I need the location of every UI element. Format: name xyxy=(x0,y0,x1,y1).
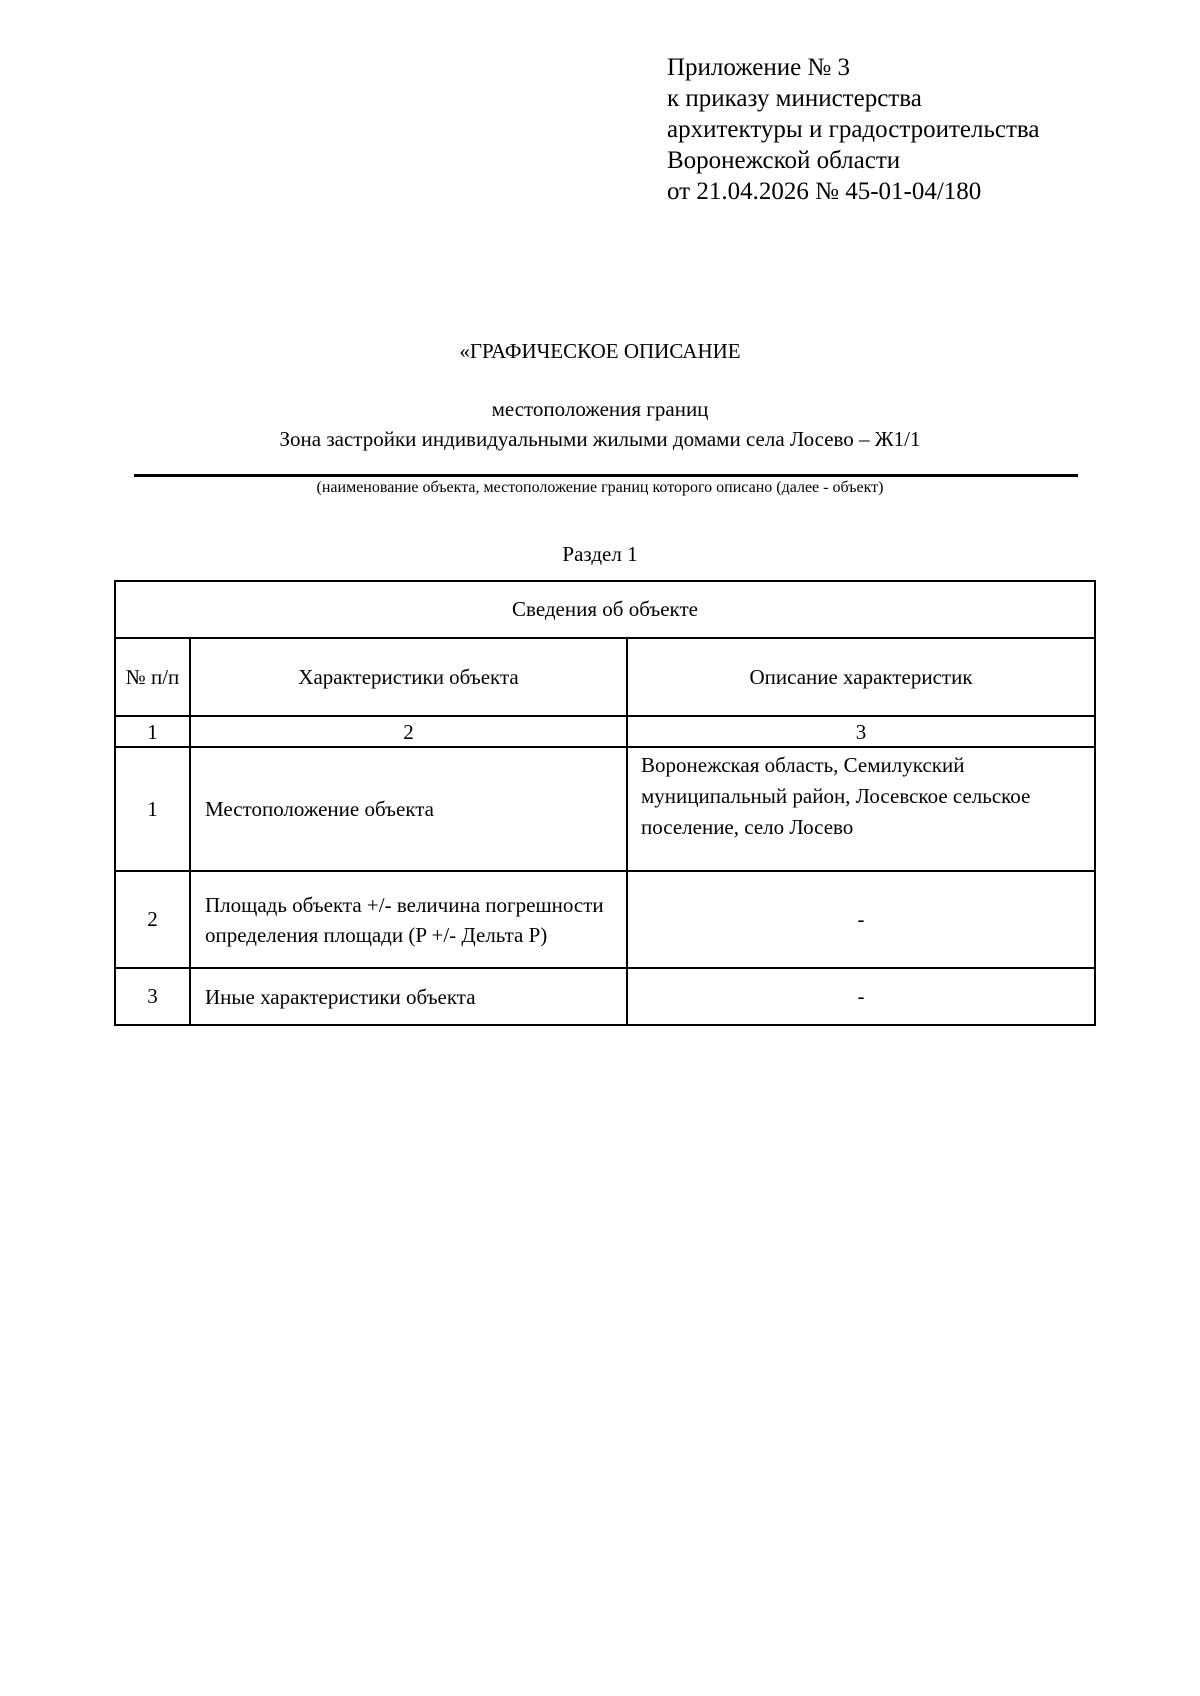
object-info-table xyxy=(114,580,1096,1026)
table-row xyxy=(115,747,1095,871)
appendix-line: Приложение № 3 xyxy=(667,54,851,81)
row-characteristic: Иные характеристики объекта xyxy=(190,968,627,1025)
appendix-header xyxy=(667,52,1167,207)
object-name: Зона застройки индивидуальными жилыми домами села Лосево – Ж1/1 xyxy=(279,427,921,451)
column-header-num xyxy=(115,638,190,716)
row-number: 3 xyxy=(115,968,190,1025)
object-caption: (наименование объекта, местоположение границ которого описано (далее - объект) xyxy=(316,479,884,496)
table-header-row xyxy=(115,638,1095,716)
underline-rule xyxy=(134,474,1078,477)
table-row xyxy=(115,968,1095,1025)
row-characteristic: Площадь объекта +/- величина погрешности определения площади (P +/- Дельта P) xyxy=(190,871,627,968)
row-description: - xyxy=(627,871,1095,968)
row-description: - xyxy=(627,968,1095,1025)
section-label: Раздел 1 xyxy=(562,542,638,566)
table-title-row xyxy=(115,581,1095,638)
column-index: 1 xyxy=(115,716,190,747)
table-title: Сведения об объекте xyxy=(115,581,1095,638)
document-title: «ГРАФИЧЕСКОЕ ОПИСАНИЕ xyxy=(459,339,741,363)
row-description: Воронежская область, Семилукский муниципальный район, Лосевское сельское поселение, село Лосево xyxy=(627,747,1095,871)
column-header-num-text: № п/п xyxy=(125,665,180,689)
appendix-line: Воронежской области xyxy=(667,147,901,174)
row-characteristic: Местоположение объекта xyxy=(190,747,627,871)
appendix-line: к приказу министерства xyxy=(667,85,922,112)
document-subtitle: местоположения границ xyxy=(491,397,709,421)
column-index: 2 xyxy=(190,716,627,747)
column-header-characteristic: Характеристики объекта xyxy=(190,638,627,716)
column-header-description: Описание характеристик xyxy=(627,638,1095,716)
row-number: 2 xyxy=(115,871,190,968)
appendix-line: архитектуры и градостроительства xyxy=(667,116,1040,143)
table-index-row xyxy=(115,716,1095,747)
row-number: 1 xyxy=(115,747,190,871)
appendix-line: от 21.04.2026 № 45-01-04/180 xyxy=(667,178,982,205)
table-row xyxy=(115,871,1095,968)
column-index: 3 xyxy=(627,716,1095,747)
